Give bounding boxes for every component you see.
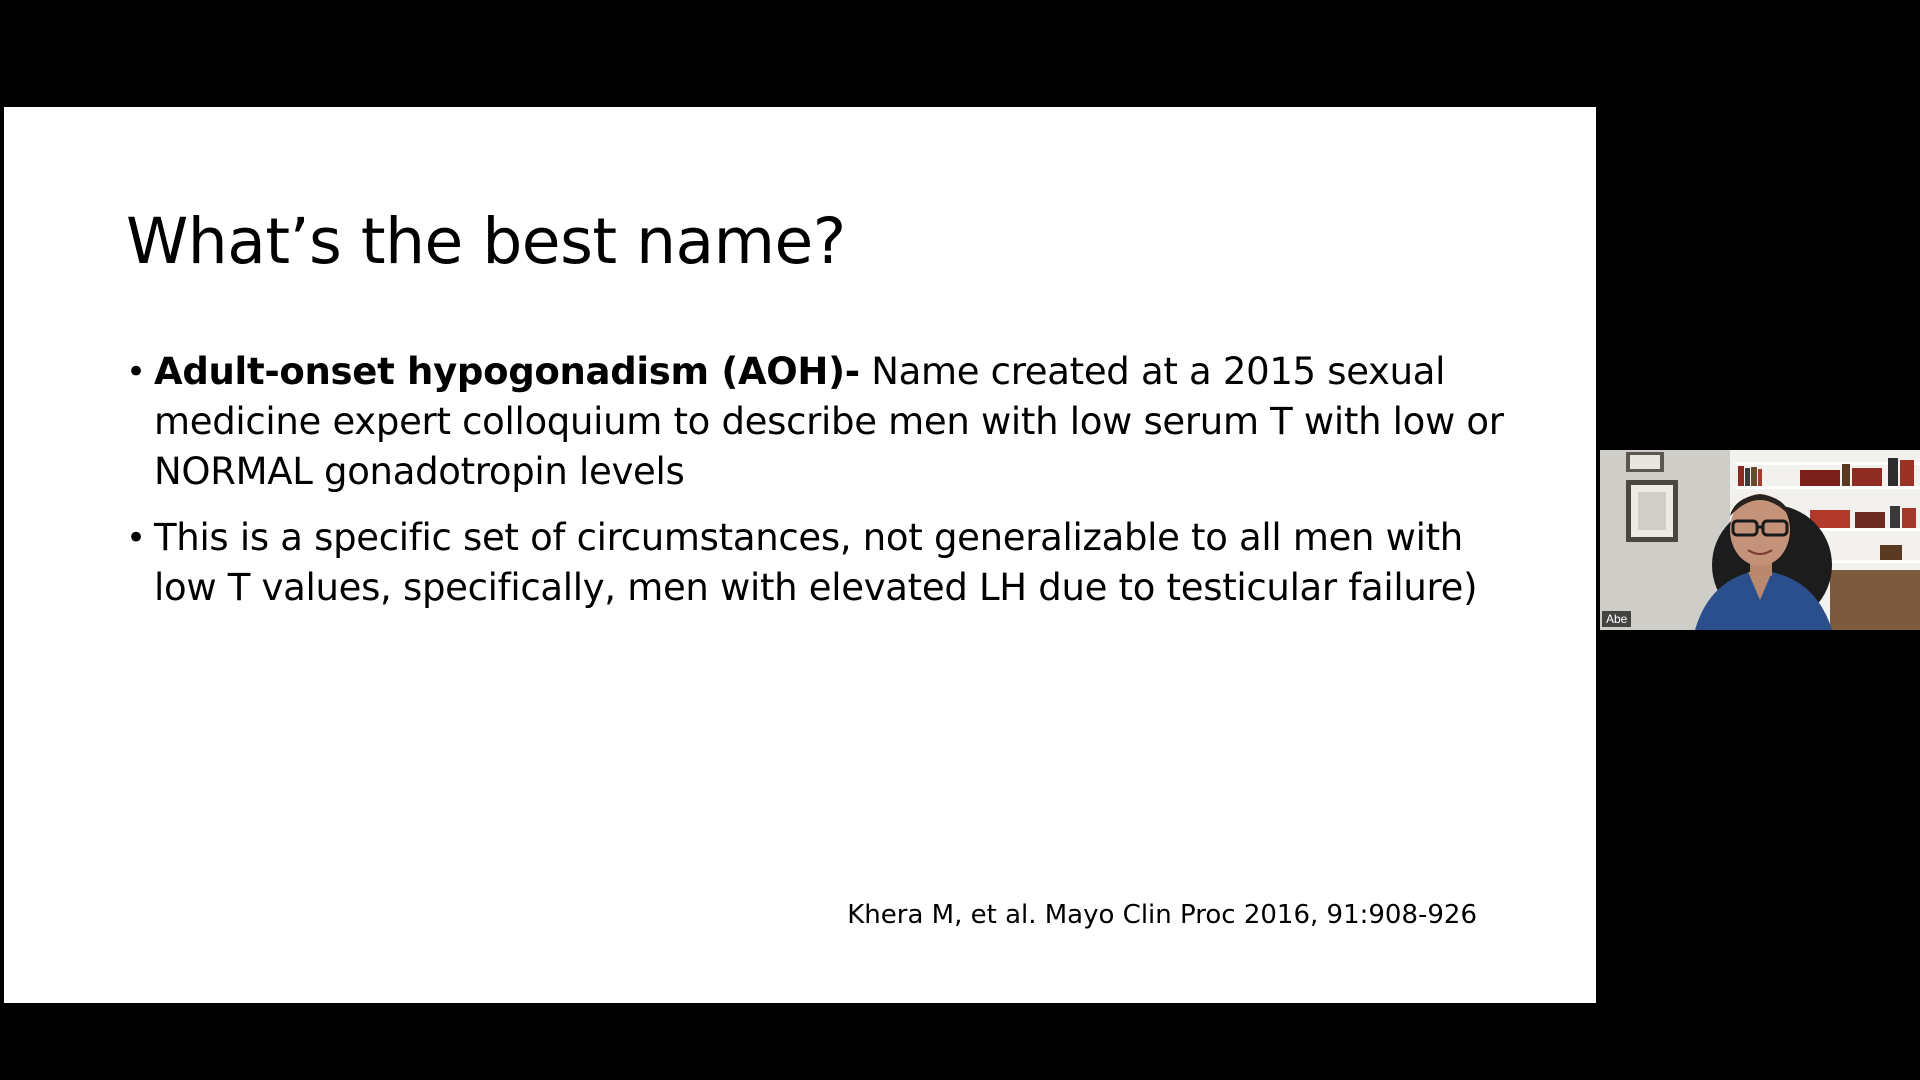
slide-title: What’s the best name? [126, 205, 846, 278]
bullet-list [124, 347, 1504, 629]
bullet-item [124, 347, 1504, 497]
participant-video-tile[interactable] [1600, 450, 1920, 630]
bullet-text: Name created at a 2015 sexual medicine expert colloquium to describe men with low serum T with low or NORMAL gonadotropin levels [154, 350, 1504, 493]
webcam-feed-image [1600, 450, 1920, 630]
bullet-text: This is a specific set of circumstances, not generalizable to all men with low T values, specifically, men with elevated LH due to testicular failure) [154, 516, 1478, 609]
participant-name-label: Abe [1602, 611, 1631, 627]
shared-slide [4, 107, 1596, 1003]
bullet-bold-term: Adult-onset hypogonadism (AOH)- [154, 350, 860, 393]
bullet-item [124, 513, 1504, 613]
slide-citation: Khera M, et al. Mayo Clin Proc 2016, 91:908-926 [847, 900, 1477, 930]
